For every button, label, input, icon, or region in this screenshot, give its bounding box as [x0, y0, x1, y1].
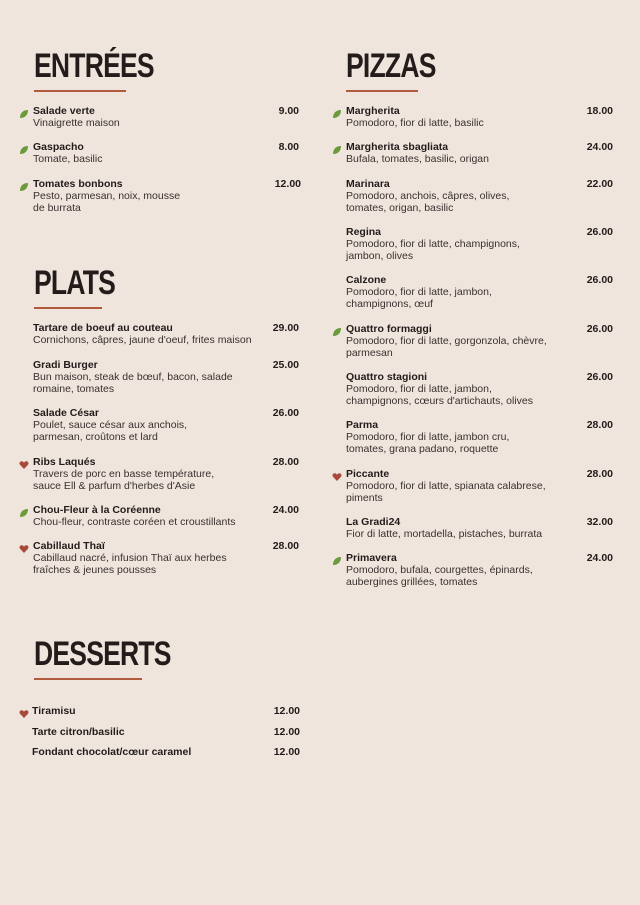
- menu-item-quattro-stagioni: [346, 371, 613, 407]
- item-name: Tarte citron/basilic: [32, 726, 125, 738]
- item-description: Pesto, parmesan, noix, mousse de burrata: [33, 190, 181, 214]
- item-price: 22.00: [586, 178, 613, 190]
- menu-item-primavera: [346, 552, 613, 588]
- leaf-icon: [19, 505, 29, 515]
- item-price: 26.00: [586, 226, 613, 238]
- item-description: Pomodoro, fior di latte, jambon, champignons, œuf: [346, 286, 492, 310]
- menu-item-piccante: [346, 468, 613, 504]
- item-description: Poulet, sauce césar aux anchois, parmesan, croûtons et lard: [33, 419, 188, 443]
- item-price: 28.00: [586, 419, 613, 431]
- menu-item-tiramisu: [32, 705, 300, 717]
- menu-item-salade-verte: [33, 105, 299, 129]
- pizzas-title: PIZZAS: [346, 47, 436, 85]
- item-description: Travers de porc en basse température, sauce Ell & parfum d'herbes d'Asie: [33, 468, 215, 492]
- item-name: Tomates bonbons: [33, 178, 123, 190]
- item-name: Gaspacho: [33, 141, 84, 153]
- item-name: Tiramisu: [32, 705, 76, 717]
- item-price: 24.00: [586, 141, 613, 153]
- menu-item-gradi-burger: [33, 359, 299, 395]
- menu-item-cabillaud-thai: [33, 540, 299, 576]
- item-description: Bufala, tomates, basilic, origan: [346, 153, 489, 165]
- item-name: Calzone: [346, 274, 387, 286]
- menu-item-tomates-bonbons: [33, 178, 301, 214]
- entrees-underline: [34, 90, 126, 92]
- item-name: Piccante: [346, 468, 390, 480]
- item-description: Cornichons, câpres, jaune d'oeuf, frites maison: [33, 334, 252, 346]
- menu-item-ribs-laques: [33, 456, 299, 492]
- menu-item-salade-cesar: [33, 407, 299, 443]
- item-name: La Gradi24: [346, 516, 401, 528]
- leaf-icon: [19, 179, 29, 189]
- menu-item-calzone: [346, 274, 613, 310]
- item-price: 28.00: [586, 468, 613, 480]
- item-name: Fondant chocolat/cœur caramel: [32, 746, 192, 758]
- menu-item-tartare: [33, 322, 299, 346]
- leaf-icon: [332, 106, 342, 116]
- item-price: 18.00: [586, 105, 613, 117]
- item-price: 24.00: [586, 552, 613, 564]
- item-description: Pomodoro, fior di latte, jambon, champignons, cœurs d'artichauts, olives: [346, 383, 534, 407]
- item-name: Margherita: [346, 105, 400, 117]
- item-description: Chou-fleur, contraste coréen et croustillants: [33, 516, 236, 528]
- item-description: Pomodoro, anchois, câpres, olives, tomates, origan, basilic: [346, 190, 510, 214]
- leaf-icon: [19, 142, 29, 152]
- item-description: Fior di latte, mortadella, pistaches, burrata: [346, 528, 543, 540]
- pizzas-underline: [346, 90, 418, 92]
- leaf-icon: [332, 553, 342, 563]
- desserts-title: DESSERTS: [34, 635, 171, 673]
- heart-icon: [332, 469, 342, 479]
- item-price: 26.00: [586, 371, 613, 383]
- item-price: 12.00: [274, 178, 301, 190]
- heart-icon: [19, 457, 29, 467]
- menu-item-gaspacho: [33, 141, 299, 165]
- menu-item-margherita-sbagliata: [346, 141, 613, 165]
- leaf-icon: [332, 324, 342, 334]
- item-price: 12.00: [273, 726, 300, 738]
- item-name: Tartare de boeuf au couteau: [33, 322, 173, 334]
- menu-item-quattro-formaggi: [346, 323, 613, 359]
- item-price: 25.00: [272, 359, 299, 371]
- heart-icon: [19, 541, 29, 551]
- item-name: Primavera: [346, 552, 397, 564]
- menu-item-regina: [346, 226, 613, 262]
- item-name: Parma: [346, 419, 379, 431]
- plats-section: [34, 265, 138, 309]
- item-name: Marinara: [346, 178, 390, 190]
- item-description: Pomodoro, bufala, courgettes, épinards, aubergines grillées, tomates: [346, 564, 533, 588]
- desserts-section: [34, 636, 209, 680]
- item-price: 24.00: [272, 504, 299, 516]
- item-price: 28.00: [272, 540, 299, 552]
- item-name: Cabillaud Thaï: [33, 540, 105, 552]
- item-price: 12.00: [273, 746, 300, 758]
- leaf-icon: [332, 142, 342, 152]
- item-description: Pomodoro, fior di latte, gorgonzola, chèvre, parmesan: [346, 335, 547, 359]
- menu-item-la-gradi24: [346, 516, 613, 540]
- item-description: Bun maison, steak de bœuf, bacon, salade romaine, tomates: [33, 371, 233, 395]
- desserts-underline: [34, 678, 142, 680]
- item-price: 12.00: [273, 705, 300, 717]
- item-description: Tomate, basilic: [33, 153, 103, 165]
- item-description: Pomodoro, fior di latte, jambon cru, tomates, grana padano, roquette: [346, 431, 510, 455]
- item-price: 9.00: [278, 105, 299, 117]
- item-price: 8.00: [278, 141, 299, 153]
- leaf-icon: [19, 106, 29, 116]
- menu-item-tarte-citron: [32, 726, 300, 738]
- item-description: Cabillaud nacré, infusion Thaï aux herbes fraîches & jeunes pousses: [33, 552, 227, 576]
- item-price: 28.00: [272, 456, 299, 468]
- item-price: 26.00: [272, 407, 299, 419]
- item-description: Pomodoro, fior di latte, champignons, jambon, olives: [346, 238, 520, 262]
- item-description: Pomodoro, fior di latte, spianata calabrese, piments: [346, 480, 546, 504]
- item-name: Regina: [346, 226, 382, 238]
- item-price: 26.00: [586, 323, 613, 335]
- item-price: 26.00: [586, 274, 613, 286]
- item-name: Salade verte: [33, 105, 95, 117]
- item-price: 32.00: [586, 516, 613, 528]
- entrees-title: ENTRÉES: [34, 47, 154, 85]
- item-name: Salade César: [33, 407, 99, 419]
- item-description: Pomodoro, fior di latte, basilic: [346, 117, 484, 129]
- pizzas-section: [346, 48, 461, 92]
- item-name: Gradi Burger: [33, 359, 98, 371]
- heart-icon: [19, 706, 29, 716]
- menu-item-chou-fleur: [33, 504, 299, 528]
- item-name: Chou-Fleur à la Coréenne: [33, 504, 161, 516]
- item-price: 29.00: [272, 322, 299, 334]
- menu-item-parma: [346, 419, 613, 455]
- menu-item-fondant-chocolat: [32, 746, 300, 758]
- item-name: Ribs Laqués: [33, 456, 96, 468]
- menu-item-marinara: [346, 178, 613, 214]
- menu-item-margherita: [346, 105, 613, 129]
- item-name: Quattro stagioni: [346, 371, 428, 383]
- item-name: Margherita sbagliata: [346, 141, 449, 153]
- item-description: Vinaigrette maison: [33, 117, 120, 129]
- plats-underline: [34, 307, 102, 309]
- entrees-section: [34, 48, 188, 92]
- item-name: Quattro formaggi: [346, 323, 432, 335]
- plats-title: PLATS: [34, 264, 116, 302]
